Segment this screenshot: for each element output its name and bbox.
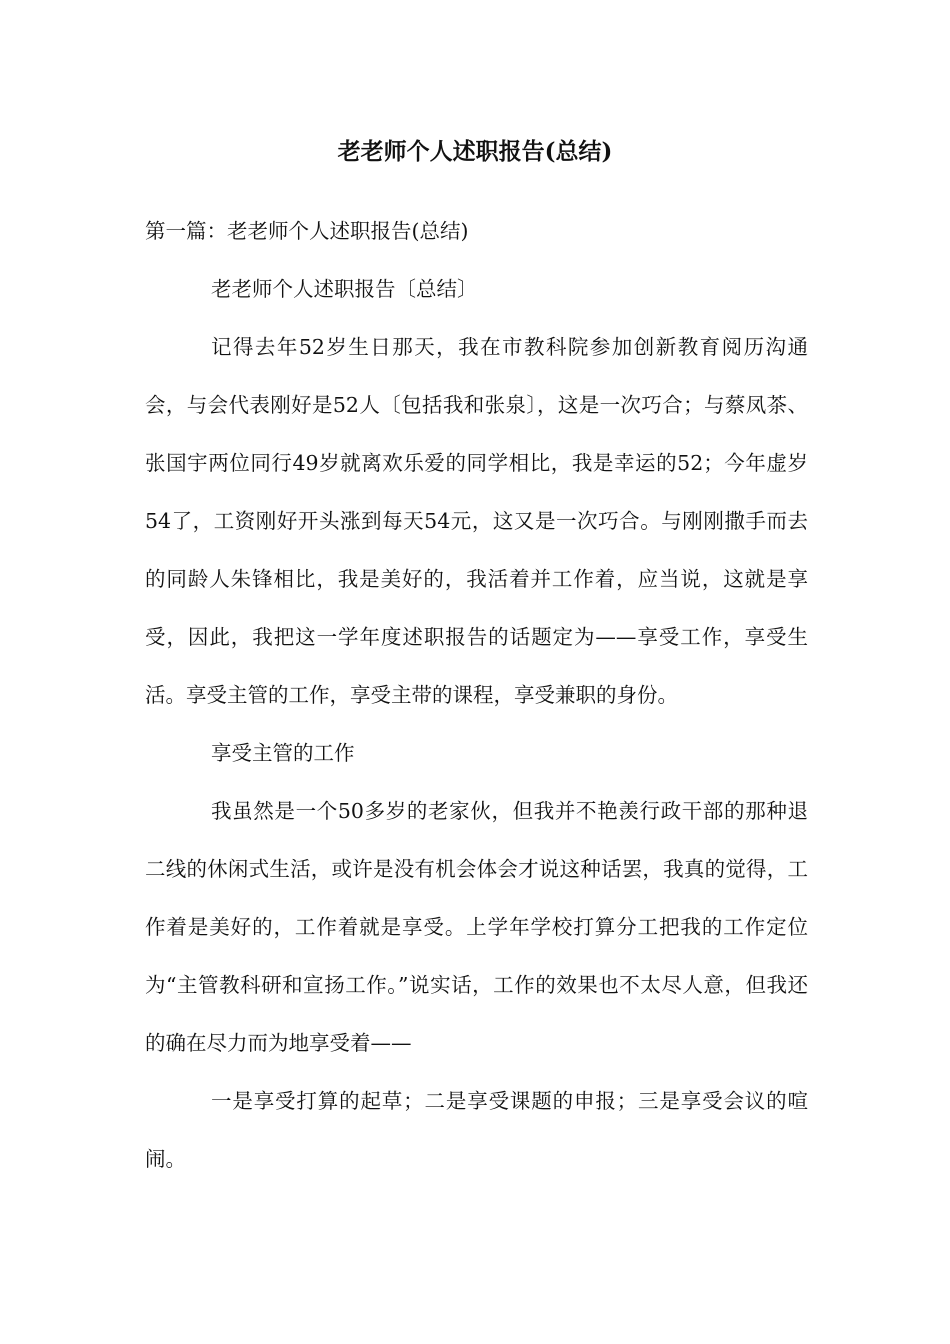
subtitle-paragraph: 老老师个人述职报告〔总结〕 <box>211 277 478 301</box>
subsection-heading: 享受主管的工作 <box>211 741 355 765</box>
document-body <box>145 202 808 1188</box>
body-paragraph: 一是享受打算的起草；二是享受课题的申报；三是享受会议的喧闹。 <box>145 1089 808 1171</box>
body-paragraph: 记得去年52岁生日那天，我在市教科院参加创新教育阅历沟通会，与会代表刚好是52人〔包括我和张泉〕，这是一次巧合；与蔡凤茶、张国宇两位同行49岁就离欢乐爱的同学相比，我是幸运的52；今年虚岁54了，工资刚好开头涨到每天54元，这又是一次巧合。与刚刚撒手而去的同龄人朱锋相比，我是美好的，我活着并工作着，应当说，这就是享受，因此，我把这一学年度述职报告的话题定为——享受工作，享受生活。享受主管的工作，享受主带的课程，享受兼职的身份。 <box>145 335 808 707</box>
document-title: 老老师个人述职报告(总结) <box>337 138 613 165</box>
section-heading: 第一篇：老老师个人述职报告(总结) <box>145 219 469 243</box>
body-paragraph: 我虽然是一个50多岁的老家伙，但我并不艳羡行政干部的那种退二线的休闲式生活，或许是没有机会体会才说这种话罢，我真的觉得，工作着是美好的，工作着就是享受。上学年学校打算分工把我的工作定位为“主管教科研和宣扬工作。”说实话，工作的效果也不太尽人意，但我还的确在尽力而为地享受着—— <box>145 799 808 1055</box>
